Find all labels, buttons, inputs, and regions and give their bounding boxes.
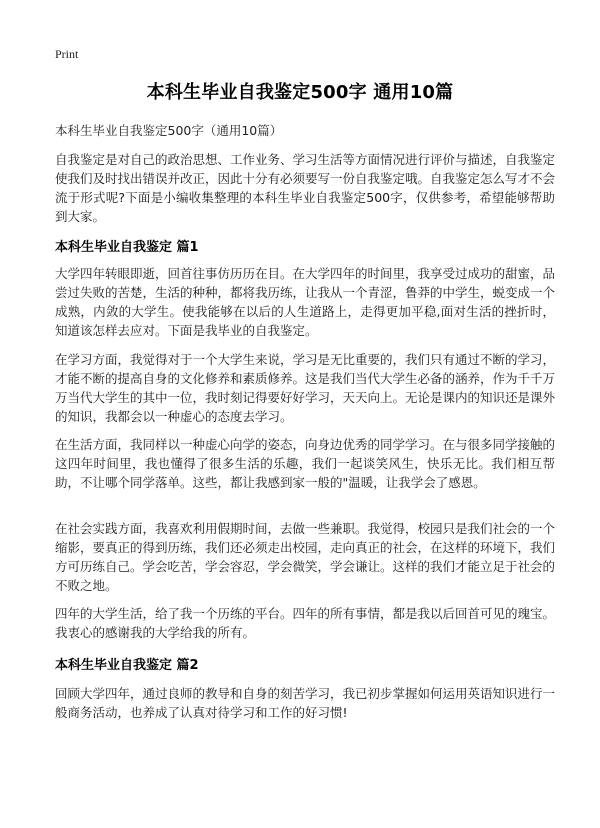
section-heading-1: 本科生毕业自我鉴定 篇1 <box>55 240 199 255</box>
section-1-paragraph-3: 在生活方面，我同样以一种虚心向学的姿态，向身边优秀的同学学习。在与很多同学接触的这四年时间里，我也懂得了很多生活的乐趣，我们一起谈笑风生，快乐无比。我们相互帮助，不让哪个同学落单。这些，都让我感到家一般的"温暖，让我学会了感恩。 <box>55 437 556 490</box>
section-1-paragraph-2: 在学习方面，我觉得对于一个大学生来说，学习是无比重要的，我们只有通过不断的学习，才能不断的提高自身的文化修养和素质修养。这是我们当代大学生必备的涵养，作为千千万万当代大学生的其中一位，我时刻记得要好好学习，天天向上。无论是课内的知识还是课外的知识，我都会以一种虚心的态度去学习。 <box>55 352 556 424</box>
section-1-paragraph-1: 大学四年转眼即逝，回首往事仿历历在目。在大学四年的时间里，我享受过成功的甜蜜，品尝过失败的苦楚，生活的种种，都将我历练，让我从一个青涩，鲁莽的中学生，蜕变成一个成熟，内敛的大学生。使我能够在以后的人生道路上，走得更加平稳,面对生活的挫折时，知道该怎样去应对。下面是我毕业的自我鉴定。 <box>55 266 556 338</box>
section-2-paragraph-1: 回顾大学四年，通过良师的教导和自身的刻苦学习，我已初步掌握如何运用英语知识进行一般商务活动，也养成了认真对待学习和工作的好习惯! <box>55 686 556 720</box>
section-heading-2: 本科生毕业自我鉴定 篇2 <box>55 658 199 673</box>
section-1-paragraph-5: 四年的大学生活，给了我一个历练的平台。四年的所有事情，都是我以后回首可见的瑰宝。我衷心的感谢我的大学给我的所有。 <box>55 606 556 640</box>
page-title: 本科生毕业自我鉴定500字 通用10篇 <box>146 82 454 103</box>
section-1-paragraph-4: 在社会实践方面，我喜欢利用假期时间，去做一些兼职。我觉得，校园只是我们社会的一个缩影，要真正的得到历练，我们还必须走出校园，走向真正的社会，在这样的环境下，我们方可历练自己。学会吃苦，学会容忍，学会微笑，学会谦让。这样的我们才能立足于社会的不败之地。 <box>55 521 556 593</box>
print-link[interactable]: Print <box>55 47 79 61</box>
document-subtitle: 本科生毕业自我鉴定500字（通用10篇） <box>55 123 283 138</box>
intro-paragraph: 自我鉴定是对自己的政治思想、工作业务、学习生活等方面情况进行评价与描述，自我鉴定使我们及时找出错误并改正，因此十分有必须要写一份自我鉴定哦。自我鉴定怎么写才不会流于形式呢?下面是小编收集整理的本科生毕业自我鉴定500字，仅供参考，希望能够帮助到大家。 <box>55 152 556 224</box>
